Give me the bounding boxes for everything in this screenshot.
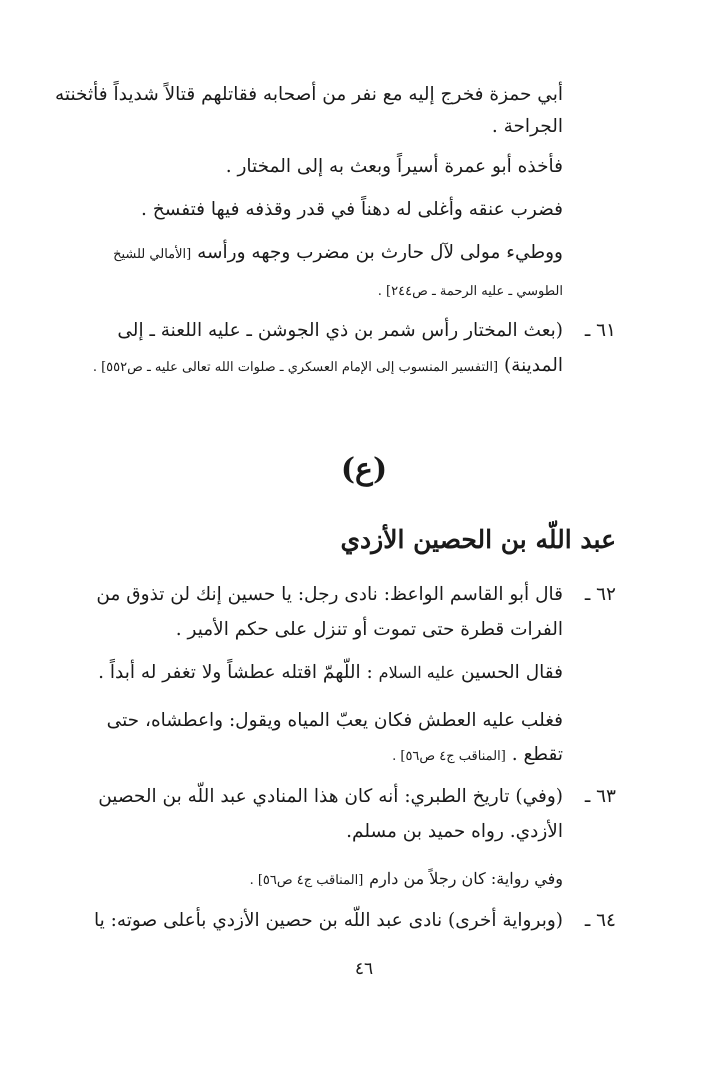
source-reference: الطوسي ـ عليه الرحمة ـ ص٢٤٤] . [377, 284, 563, 299]
paragraph-line: فأخذه أبو عمرة أسيراً وبعث به إلى المختار . [225, 156, 563, 177]
paragraph-line [166, 740, 563, 772]
paragraph-text: فقال الحسين [460, 662, 563, 683]
paragraph-line: (وفي) تاريخ الطبري: أنه كان هذا المنادي عبد اللّه بن الحصين [98, 786, 563, 807]
section-title: عبد اللّه بن الحصين الأزدي [340, 525, 616, 554]
page-number: ٤٦ [354, 959, 374, 979]
paragraph-text: : اللّهمّ اقتله عطشاً ولا تغفر له أبداً . [98, 662, 373, 683]
paragraph-line: أبي حمزة فخرج إليه مع نفر من أصحابه فقاتلهم قتالاً شديداً فأثخنته [54, 84, 563, 105]
paragraph-line: الفرات قطرة حتى تموت أو تنزل على حكم الأمير . [175, 619, 563, 640]
section-letter: (ع) [340, 452, 388, 487]
paragraph-line [166, 864, 563, 896]
item-number: ٦٢ ـ [584, 584, 616, 605]
item-number: ٦١ ـ [584, 320, 616, 341]
paragraph-line: فغلب عليه العطش فكان يعبّ المياه ويقول: واعطشاه، حتى [106, 710, 563, 731]
source-reference: [المناقب ج٤ ص٥٦] . [392, 749, 506, 764]
paragraph-line: (وبرواية أخرى) نادى عبد اللّه بن حصين الأزدي بأعلى صوته: يا [93, 910, 563, 931]
paragraph-line: الأزدي. رواه حميد بن مسلم. [346, 821, 563, 842]
paragraph-line [166, 275, 563, 307]
source-reference: [المناقب ج٤ ص٥٦] . [249, 873, 364, 888]
paragraph-line: الجراحة . [491, 116, 563, 137]
paragraph-text: المدينة) [503, 355, 563, 376]
paragraph-line: فضرب عنقه وأغلى له دهناً في قدر وقذفه فيها فتفسخ . [141, 199, 563, 220]
honorific-glyph: عليه السلام [378, 663, 456, 682]
paragraph-text: ووطيء مولى لآل حارث بن مضرب وجهه ورأسه [197, 242, 563, 263]
paragraph-line [98, 658, 563, 690]
item-number: ٦٤ ـ [584, 910, 616, 931]
paragraph-text: تقطع . [511, 744, 563, 765]
paragraph-line [92, 351, 563, 383]
source-reference: [الأمالي للشيخ [113, 247, 192, 262]
source-reference: [التفسير المنسوب إلى الإمام العسكري ـ صلوات الله تعالى عليه ـ ص٥٥٢] . [92, 360, 499, 375]
paragraph-line: قال أبو القاسم الواعظ: نادى رجل: يا حسين إنك لن تذوق من [96, 584, 563, 605]
paragraph-text: وفي رواية: كان رجلاً من دارم [369, 869, 563, 888]
item-number: ٦٣ ـ [584, 786, 616, 807]
paragraph-line: (بعث المختار رأس شمر بن ذي الجوشن ـ عليه اللعنة ـ إلى [117, 320, 563, 341]
paragraph-line [113, 238, 563, 270]
